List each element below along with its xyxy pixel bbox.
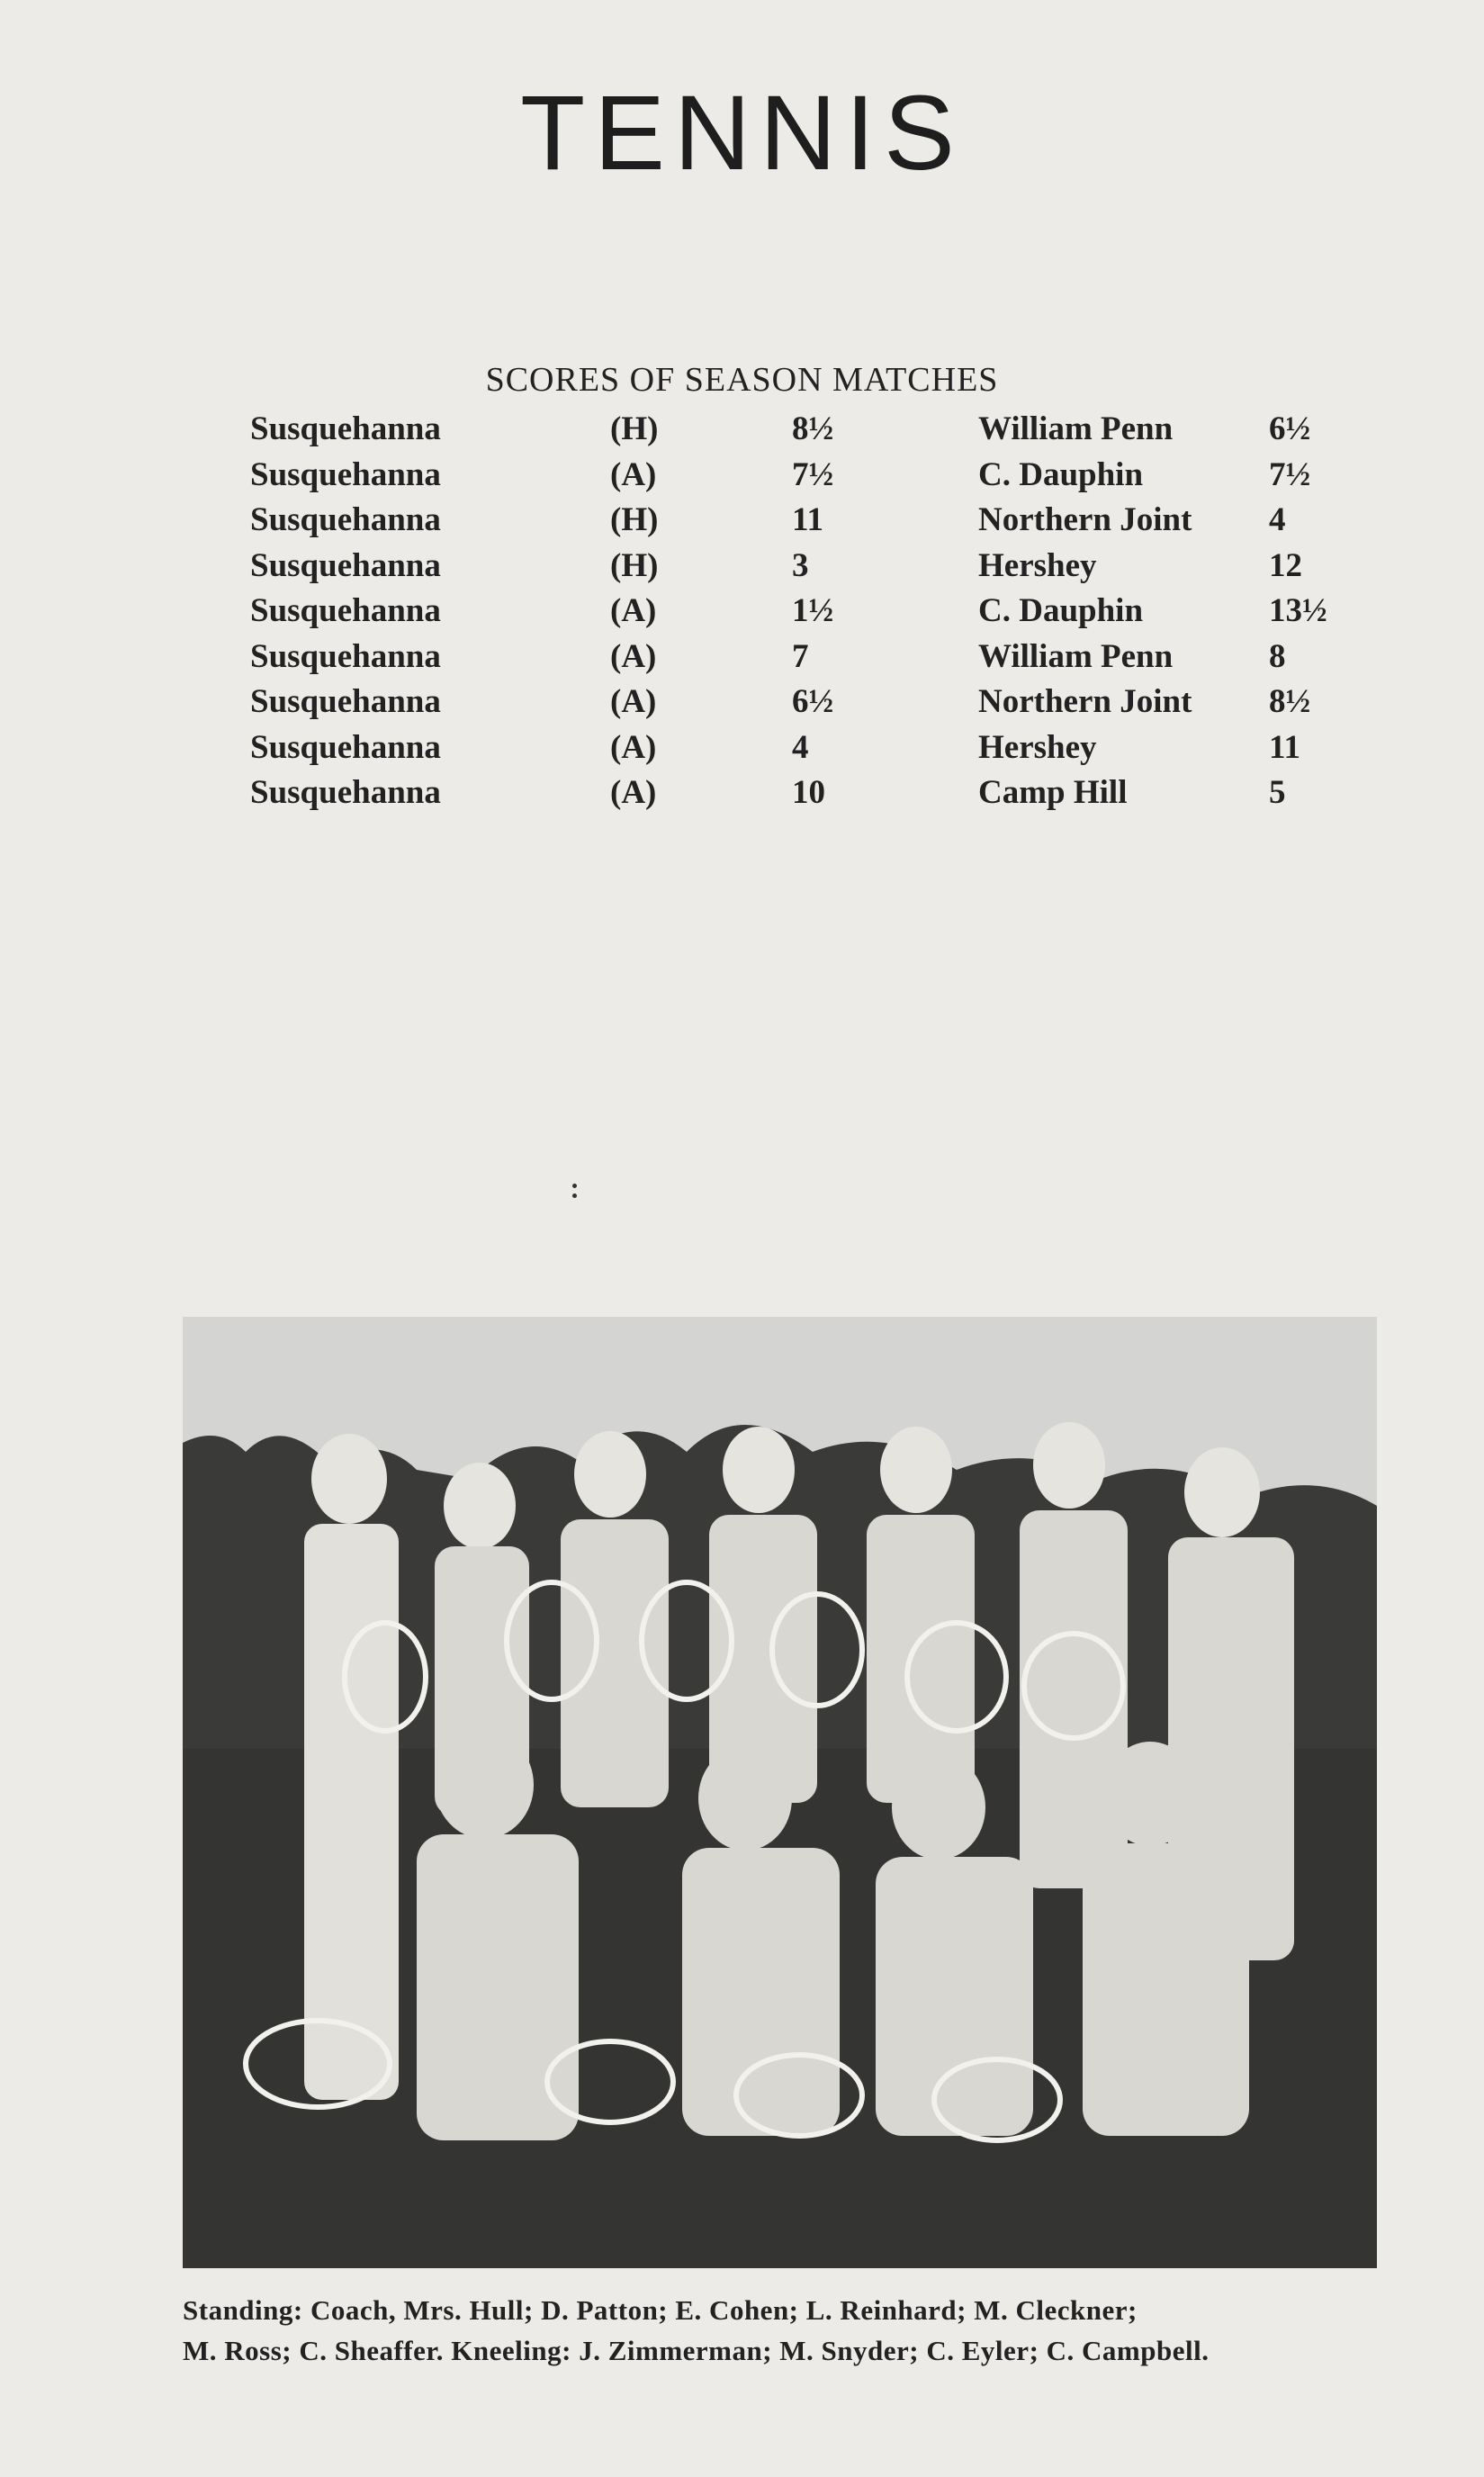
opponent-name: Hershey (978, 728, 1097, 766)
opponent-score: 5 (1269, 774, 1286, 811)
caption-line-1: Standing: Coach, Mrs. Hull; D. Patton; E. Cohen; L. Reinhard; M. Cleckner; (183, 2294, 1138, 2326)
team-score: 1½ (792, 592, 834, 629)
opponent-name: C. Dauphin (978, 455, 1144, 493)
match-site: (A) (610, 455, 657, 493)
opponent-score: 7½ (1269, 455, 1311, 493)
score-row (0, 455, 1484, 501)
team-score: 3 (792, 546, 809, 584)
score-row (0, 728, 1484, 774)
team-score: 8½ (792, 410, 834, 447)
opponent-name: William Penn (978, 637, 1174, 675)
opponent-score: 8½ (1269, 683, 1311, 720)
team-score: 7 (792, 637, 809, 675)
opponent-score: 8 (1269, 637, 1286, 675)
score-row (0, 637, 1484, 683)
stray-mark (572, 1184, 582, 1198)
score-row (0, 500, 1484, 546)
team-name: Susquehanna (250, 683, 441, 720)
team-photo (183, 1317, 1377, 2268)
score-row (0, 682, 1484, 728)
team-score: 4 (792, 728, 809, 766)
score-row (0, 410, 1484, 455)
team-score: 11 (792, 501, 823, 538)
team-name: Susquehanna (250, 410, 441, 447)
caption-line-2: M. Ross; C. Sheaffer. Kneeling: J. Zimmerman; M. Snyder; C. Eyler; C. Campbell. (183, 2335, 1210, 2366)
team-score: 6½ (792, 683, 834, 720)
opponent-name: William Penn (978, 410, 1174, 447)
score-row (0, 546, 1484, 592)
opponent-name: Hershey (978, 546, 1097, 584)
opponent-score: 11 (1269, 728, 1300, 766)
team-name: Susquehanna (250, 455, 441, 493)
match-site: (A) (610, 774, 657, 811)
scores-heading: SCORES OF SEASON MATCHES (485, 361, 999, 399)
team-name: Susquehanna (250, 774, 441, 811)
team-name: Susquehanna (250, 592, 441, 629)
page-title: TENNIS (520, 74, 964, 193)
match-site: (H) (610, 501, 659, 538)
opponent-score: 6½ (1269, 410, 1311, 447)
match-site: (A) (610, 683, 657, 720)
team-score: 7½ (792, 455, 834, 493)
match-site: (A) (610, 592, 657, 629)
opponent-score: 4 (1269, 501, 1286, 538)
opponent-score: 12 (1269, 546, 1302, 584)
opponent-name: C. Dauphin (978, 592, 1144, 629)
team-photo-illustration (183, 1317, 1377, 2268)
match-site: (A) (610, 728, 657, 766)
scores-table (0, 410, 1484, 819)
photo-caption (183, 2290, 1407, 2371)
team-name: Susquehanna (250, 728, 441, 766)
score-row (0, 773, 1484, 819)
opponent-name: Northern Joint (978, 501, 1192, 538)
opponent-name: Camp Hill (978, 774, 1128, 811)
team-name: Susquehanna (250, 637, 441, 675)
opponent-name: Northern Joint (978, 683, 1192, 720)
team-score: 10 (792, 774, 825, 811)
opponent-score: 13½ (1269, 592, 1327, 629)
team-name: Susquehanna (250, 546, 441, 584)
team-name: Susquehanna (250, 501, 441, 538)
match-site: (A) (610, 637, 657, 675)
score-row (0, 591, 1484, 637)
match-site: (H) (610, 410, 659, 447)
match-site: (H) (610, 546, 659, 584)
